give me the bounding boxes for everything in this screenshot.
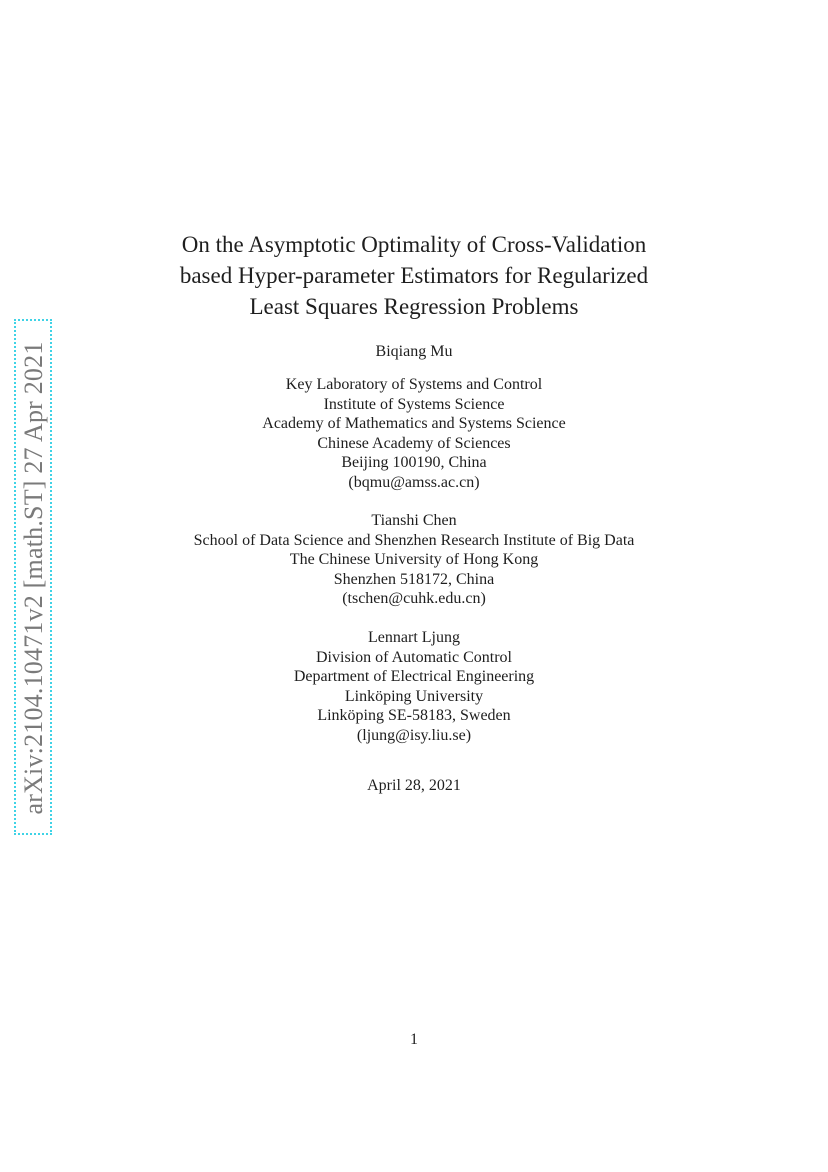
affiliation-line: Linköping University (344, 687, 484, 705)
author-email: (bqmu@amss.ac.cn) (348, 473, 480, 491)
title-line-2: based Hyper-parameter Estimators for Regularized (179, 263, 649, 288)
title-line-3: Least Squares Regression Problems (249, 294, 579, 319)
affiliation-line: Academy of Mathematics and Systems Science (262, 415, 566, 432)
arxiv-stamp-label[interactable]: arXiv:2104.10471v2 [math.ST] 27 Apr 2021 (19, 341, 48, 815)
affiliation-line: The Chinese University of Hong Kong (289, 551, 539, 568)
title-line-1: On the Asymptotic Optimality of Cross-Validation (181, 232, 647, 257)
page-number (0, 1030, 828, 1050)
author-name-1 (0, 342, 828, 362)
paper-date (0, 776, 828, 796)
affiliation-line: Chinese Academy of Sciences (317, 434, 511, 452)
author-name: Tianshi Chen (371, 512, 457, 529)
page-number-text: 1 (410, 1031, 418, 1048)
affiliation-line: Linköping SE-58183, Sweden (317, 707, 511, 724)
affiliation-line: Key Laboratory of Systems and Control (285, 376, 543, 393)
author-email: (tschen@cuhk.edu.cn) (342, 590, 486, 607)
author-name: Biqiang Mu (375, 343, 453, 360)
author-block-3 (0, 628, 828, 745)
affiliation-line: School of Data Science and Shenzhen Research Institute of Big Data (193, 531, 635, 549)
affiliation-line: Institute of Systems Science (323, 395, 505, 413)
author-block-2 (0, 511, 828, 609)
author-affiliation-1 (0, 375, 828, 492)
affiliation-line: Division of Automatic Control (316, 648, 512, 666)
author-email: (ljung@isy.liu.se) (356, 726, 472, 744)
affiliation-line: Beijing 100190, China (341, 454, 487, 471)
date-text: April 28, 2021 (367, 777, 461, 794)
paper-title (0, 229, 828, 322)
affiliation-line: Shenzhen 518172, China (333, 570, 495, 588)
affiliation-line: Department of Electrical Engineering (293, 668, 535, 685)
author-name: Lennart Ljung (368, 629, 460, 646)
